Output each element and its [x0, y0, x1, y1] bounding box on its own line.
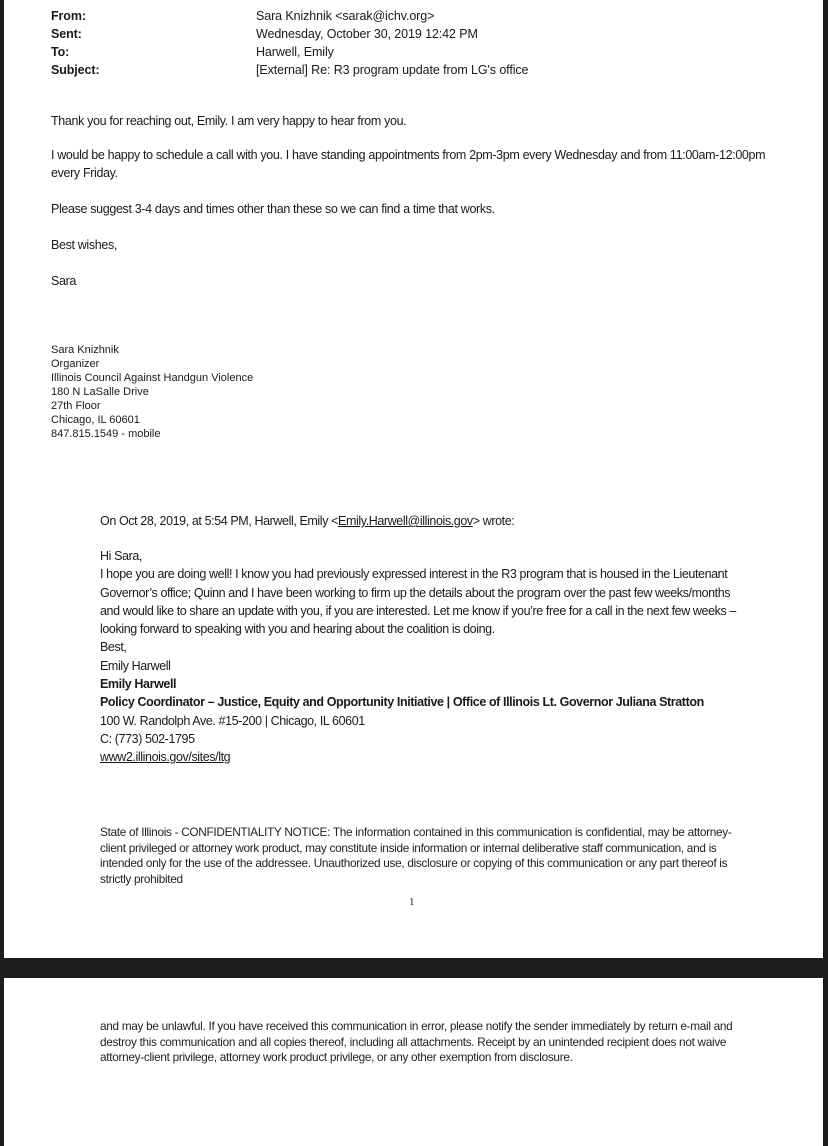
sender-signature: [51, 343, 253, 441]
sig-floor: 27th Floor: [51, 400, 101, 412]
page-number: 1: [409, 896, 415, 908]
document-page-1: [4, 0, 823, 958]
document-page-2: [4, 978, 823, 1146]
quoted-attribution: [100, 512, 740, 530]
subject-value: [External] Re: R3 program update from LG's office: [256, 63, 529, 77]
header-to: [51, 43, 528, 61]
to-label: To:: [51, 45, 70, 59]
reply-paragraph-3: Please suggest 3-4 days and times other than these so we can find a time that works.: [51, 202, 495, 216]
from-value: Sara Knizhnik <sarak@ichv.org>: [256, 9, 435, 23]
subject-label: Subject:: [51, 63, 100, 77]
header-sent: [51, 25, 528, 43]
confidentiality-notice-part-2: and may be unlawful. If you have received this communication in error, please notify the sender immediately by return e-mail and destroy this communication and all copies thereof, including all attachments. Receipt by an unintended recipient does not waive attorney-client privilege, attorney work product privilege, or any other exemption from disclosure.: [100, 1019, 733, 1064]
quoted-sig-title: Policy Coordinator – Justice, Equity and Opportunity Initiative | Office of Illinois Lt. Governor Juliana Stratton: [100, 695, 704, 710]
quoted-body: I hope you are doing well! I know you had previously expressed interest in the R3 program that is housed in the Lieutenant Governor’s office; Quinn and I have been working to firm up the details about the program over the past few weeks/months and would like to share an update with you, if you are interested. Let me know if you’re free for a call in the next few weeks – looking forward to speaking with you and hearing about the coalition is doing.: [100, 567, 736, 637]
confidentiality-notice-part-1: State of Illinois - CONFIDENTIALITY NOTICE: The information contained in this communication is confidential, may be attorney-client privileged or attorney work product, may constitute inside information or internal deliberative staff communication, and is intended only for the use of the addressee. Unauthorized use, disclosure or copying of this communication or any part thereof is strictly prohibited: [100, 825, 732, 886]
from-label: From:: [51, 9, 86, 23]
reply-closing: Best wishes,: [51, 238, 117, 252]
quoted-closing-name: Emily Harwell: [100, 658, 171, 673]
to-value: Harwell, Emily: [256, 45, 334, 59]
sent-value: Wednesday, October 30, 2019 12:42 PM: [256, 27, 478, 41]
email-header: [51, 7, 528, 79]
attribution-email-link[interactable]: Emily.Harwell@illinois.gov: [338, 514, 473, 528]
header-subject: [51, 61, 528, 79]
reply-sender-name: Sara: [51, 274, 77, 288]
sig-phone: 847.815.1549 - mobile: [51, 428, 161, 440]
attribution-suffix: > wrote:: [472, 514, 515, 528]
quoted-sig-url-link[interactable]: www2.illinois.gov/sites/ltg: [100, 750, 231, 765]
quoted-sig-phone: C: (773) 502-1795: [100, 731, 195, 746]
quoted-sig-address: 100 W. Randolph Ave. #15-200 | Chicago, IL 60601: [100, 713, 365, 728]
sig-street: 180 N LaSalle Drive: [51, 386, 149, 398]
quoted-sig-name: Emily Harwell: [100, 677, 177, 692]
sig-name: Sara Knizhnik: [51, 344, 119, 356]
sig-title: Organizer: [51, 358, 100, 370]
header-from: [51, 7, 528, 25]
attribution-prefix: On Oct 28, 2019, at 5:54 PM, Harwell, Emily <: [100, 514, 339, 528]
sig-org: Illinois Council Against Handgun Violence: [51, 372, 254, 384]
quoted-closing: Best,: [100, 640, 127, 655]
reply-paragraph-1: Thank you for reaching out, Emily. I am very happy to hear from you.: [51, 114, 407, 128]
sig-city: Chicago, IL 60601: [51, 414, 140, 426]
reply-paragraph-2: I would be happy to schedule a call with you. I have standing appointments from 2pm-3pm every Wednesday and from 11:00am-12:00pm every Friday.: [51, 148, 766, 180]
quoted-message: [100, 547, 740, 767]
sent-label: Sent:: [51, 27, 82, 41]
quoted-greeting: Hi Sara,: [100, 549, 142, 563]
